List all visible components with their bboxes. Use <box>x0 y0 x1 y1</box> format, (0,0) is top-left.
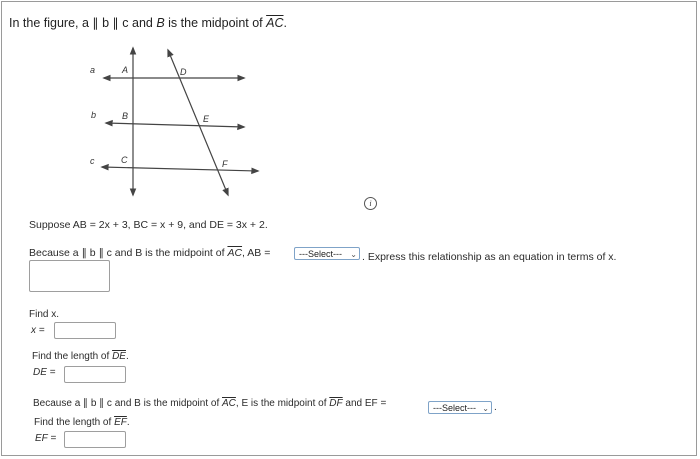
chevron-down-icon: ⌄ <box>482 404 489 413</box>
x-answer-field[interactable] <box>54 322 116 339</box>
line-b <box>106 123 244 127</box>
label-b: b <box>91 110 97 120</box>
because-statement-1: Because a ∥ b ∥ c and B is the midpoint of $\overline{AC}$, AB = <box>29 247 271 259</box>
problem-statement: In the figure, a ∥ b ∥ c and B is the midpoint of $\overline{AC}$. <box>9 16 287 30</box>
select-ef-relationship[interactable]: ---Select--- ⌄ <box>428 401 492 414</box>
label-a: a <box>90 65 96 75</box>
chevron-down-icon: ⌄ <box>350 250 357 259</box>
equation-answer-field[interactable] <box>29 260 110 292</box>
find-de-label: Find the length of $\overline{DE}$. <box>32 351 129 362</box>
label-D: D <box>180 67 187 77</box>
select-ab-relationship[interactable]: ---Select--- ⌄ <box>294 247 360 260</box>
parallel-lines-figure <box>78 40 278 200</box>
label-B: B <box>122 111 129 121</box>
line-c <box>102 167 258 171</box>
info-icon[interactable]: i <box>364 197 377 210</box>
x-variable-label: x = <box>31 325 45 336</box>
ef-variable-label: EF = <box>35 433 57 444</box>
given-expressions: Suppose AB = 2x + 3, BC = x + 9, and DE = 3x + 2. <box>29 219 268 231</box>
label-E: E <box>203 114 210 124</box>
de-variable-label: DE = <box>33 367 56 378</box>
de-answer-field[interactable] <box>64 366 126 383</box>
ef-answer-field[interactable] <box>64 431 126 448</box>
period-text: . <box>494 402 497 413</box>
find-x-label: Find x. <box>29 309 60 320</box>
label-F: F <box>222 159 228 169</box>
segment-ac: $\overline{AC}$ <box>266 16 284 30</box>
find-ef-label: Find the length of $\overline{EF}$. <box>34 417 130 428</box>
because-statement-2: Because a ∥ b ∥ c and B is the midpoint of $\overline{AC}$, E is the midpoint of $\overline{DF}$ and EF = <box>33 398 387 409</box>
label-A: A <box>122 65 129 75</box>
transversal-def <box>168 50 228 195</box>
express-instruction: . Express this relationship as an equation in terms of x. <box>362 251 617 263</box>
label-C: C <box>121 155 128 165</box>
label-c: c <box>90 156 95 166</box>
